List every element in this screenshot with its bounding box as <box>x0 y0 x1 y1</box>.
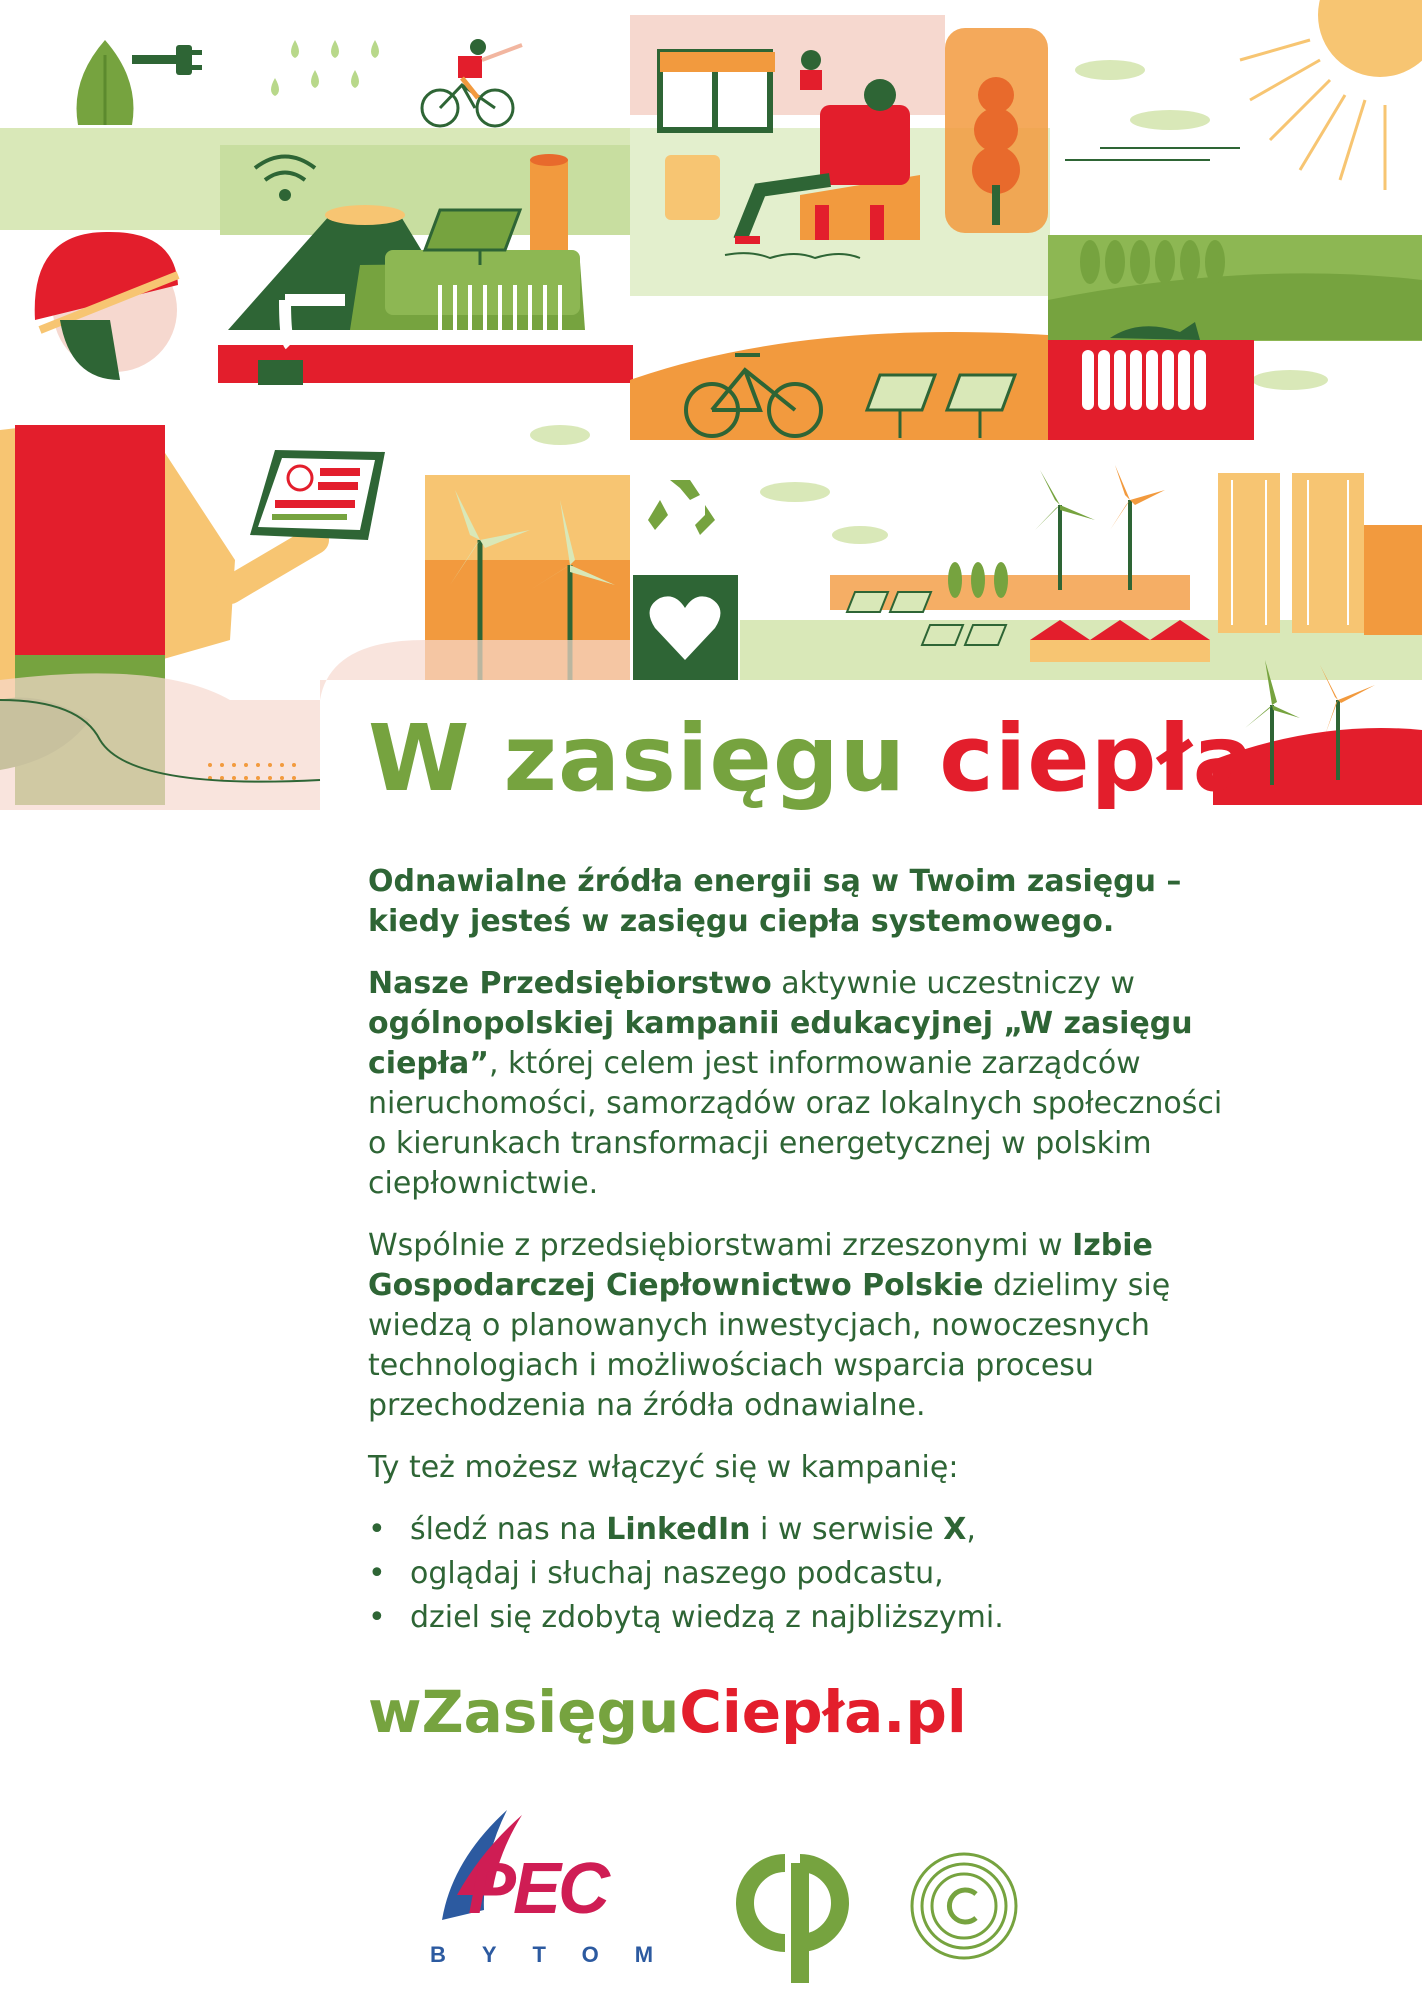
bullet1-text2: i w serwisie <box>750 1512 944 1547</box>
lead-paragraph: Odnawialne źródła energii są w Twoim zasięgu – kiedy jesteś w zasięgu ciepła systemowego. <box>368 864 1182 939</box>
headline <box>368 705 1256 812</box>
tree-tower <box>945 28 1048 233</box>
list-item <box>368 1510 1248 1550</box>
campaign-name: ogólnopolskiej kampanii edukacyjnej „W zasięgu ciepła” <box>368 1006 1193 1081</box>
para2-text1: Wspólnie z przedsiębiorstwami zrzeszonymi w <box>368 1228 1073 1263</box>
bullet1-text3: , <box>966 1512 976 1547</box>
para2-text2: dzielimy się wiedzą o planowanych inwestycjach, nowoczesnych technologiach i możliwościach wsparcia procesu przechodzenia na źródła odnawialne. <box>368 1268 1171 1423</box>
red-roofs <box>1030 620 1210 662</box>
body-text <box>368 862 1248 1642</box>
chamber-name: Izbie Gospodarczej Ciepłownictwo Polskie <box>368 1228 1153 1303</box>
para1-text1: aktywnie uczestniczy w <box>771 966 1135 1001</box>
action-list <box>368 1510 1248 1638</box>
small-trees <box>948 562 1008 598</box>
leaf-plug-icon <box>77 40 202 125</box>
recycle-icon <box>648 480 715 535</box>
cp-logo <box>725 1848 865 1988</box>
headline-part-green: W zasięgu <box>368 705 907 812</box>
heart-icon <box>633 575 738 680</box>
paragraph-chamber <box>368 1226 1248 1426</box>
cyclist-icon <box>422 39 522 126</box>
c-logo <box>908 1850 1020 1962</box>
turbines-right <box>1035 465 1165 590</box>
para1-text2: , której celem jest informowanie zarządców nieruchomości, samorządów oraz lokalnych społeczności o kierunkach transformacji energetycznej w polskim ciepłownictwie. <box>368 1046 1223 1201</box>
apartment-blocks <box>1218 473 1422 635</box>
linkedin-link[interactable]: LinkedIn <box>606 1512 751 1547</box>
website-part-red: Ciepła.pl <box>679 1678 967 1746</box>
pec-logo-subtitle: BYTOM <box>430 1942 690 1967</box>
x-link[interactable]: X <box>943 1512 967 1547</box>
website-part-green: wZasięgu <box>368 1678 680 1746</box>
pec-logo-text: PEC <box>468 1849 608 1929</box>
tablet-icon <box>250 450 385 540</box>
website-link[interactable] <box>368 1678 967 1746</box>
sun-icon <box>1240 0 1422 190</box>
rain-drops <box>271 40 379 96</box>
list-item: • dziel się zdobytą wiedzą z najbliższymi. <box>368 1598 1248 1638</box>
bullet1-text1: śledź nas na <box>410 1512 607 1547</box>
paragraph-join: Ty też możesz włączyć się w kampanię: <box>368 1450 959 1485</box>
company-name: Nasze Przedsiębiorstwo <box>368 966 772 1001</box>
headline-part-red: ciepła <box>939 705 1256 812</box>
campaign-illustration <box>0 0 1422 810</box>
list-item: • oglądaj i słuchaj naszego podcastu, <box>368 1554 1248 1594</box>
paragraph-campaign <box>368 964 1248 1204</box>
